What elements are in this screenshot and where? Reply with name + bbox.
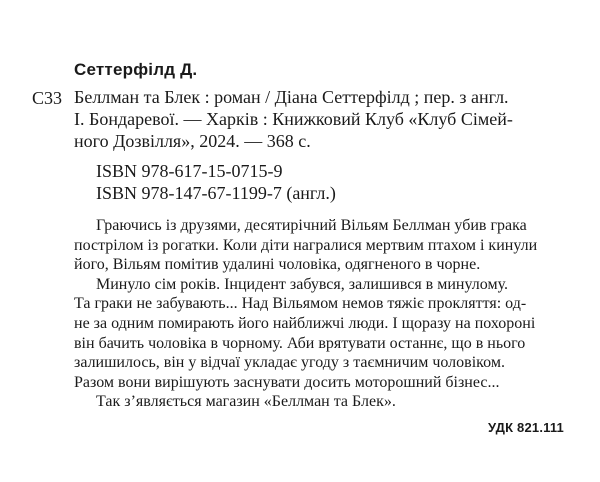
isbn-block (96, 160, 336, 204)
bibliographic-line: ного Дозвілля», 2024. — 368 с. (74, 131, 311, 151)
annotation-line: Та граки не забувають... Над Вільямом немов тяжіє прокляття: од- (74, 295, 527, 313)
annotation-line: Так з’являється магазин «Беллман та Блек». (96, 393, 396, 411)
classification-code: С33 (32, 88, 63, 108)
isbn-line: ISBN 978-147-67-1199-7 (англ.) (96, 183, 336, 203)
udc-code: УДК 821.111 (488, 420, 564, 435)
bibliographic-line: І. Бондаревої. — Харків : Книжковий Клуб «Клуб Сімей- (74, 109, 513, 129)
annotation-line: Граючись із друзями, десятирічний Вільям Беллман убив грака (96, 217, 527, 234)
author-heading: Сеттерфілд Д. (74, 60, 198, 79)
isbn-line: ISBN 978-617-15-0715-9 (96, 161, 283, 181)
bibliographic-line: Беллман та Блек : роман / Діана Сеттерфілд ; пер. з англ. (74, 87, 509, 107)
annotation-line: Разом вони вирішують заснувати досить моторошний бізнес... (74, 373, 500, 391)
annotation-line: Минуло сім років. Інцидент забувся, залишився в минулому. (96, 275, 508, 293)
bibliographic-description (74, 86, 574, 152)
annotation-line: його, Вільям помітив удалині чоловіка, одягненого в чорне. (74, 256, 481, 274)
annotation-line: пострілом із рогатки. Коли діти награлися мертвим птахом і кинули (74, 236, 538, 254)
annotation (74, 216, 574, 412)
annotation-line: не за одним помирають його найближчі люди. І щоразу на похороні (74, 314, 536, 332)
annotation-line: залишилось, він у відчаї укладає угоду з таємничим чоловіком. (74, 354, 505, 372)
annotation-line: він бачить чоловіка в чорному. Аби врятувати останнє, що в нього (74, 334, 526, 352)
